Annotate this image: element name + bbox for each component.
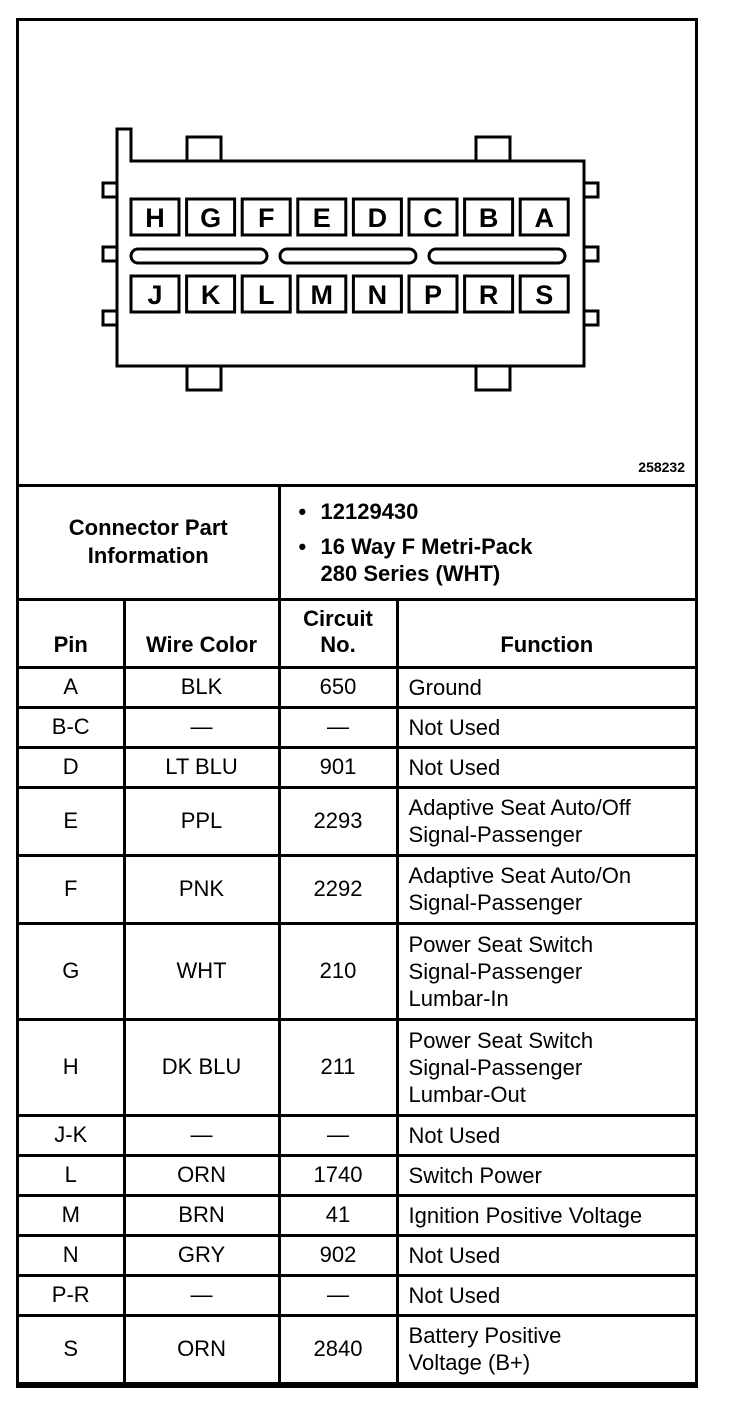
table-row (19, 1019, 695, 1115)
latch-tab (187, 137, 221, 161)
function-line: Signal-Passenger (408, 890, 583, 915)
function-cell (397, 1115, 695, 1155)
wire-color-cell: BLK (124, 667, 279, 707)
wire-color-cell: — (124, 707, 279, 747)
header-row (19, 599, 695, 667)
pin-cell: H (19, 1019, 124, 1115)
wire-color-cell: GRY (124, 1235, 279, 1275)
side-tab (584, 183, 598, 197)
function-line: Signal-Passenger (408, 1054, 583, 1080)
wire-color-cell: ORN (124, 1315, 279, 1383)
latch-tab (187, 366, 221, 390)
connector-info-row (19, 487, 695, 599)
circuit-cell: 210 (279, 923, 397, 1019)
latch-tab (476, 366, 510, 390)
table-row (19, 923, 695, 1019)
circuit-cell: 41 (279, 1195, 397, 1235)
pin-cell: P-R (19, 1275, 124, 1315)
pin-letter: D (367, 203, 388, 233)
pin-cell: J-K (19, 1115, 124, 1155)
pin-letter: R (478, 280, 499, 310)
keying-slot (429, 249, 565, 263)
pin-letter: F (257, 203, 275, 233)
function-cell (397, 923, 695, 1019)
connector-part-label (19, 487, 279, 599)
circuit-cell: 2840 (279, 1315, 397, 1383)
function-line: Signal-Passenger (408, 822, 583, 847)
wire-color-cell: ORN (124, 1155, 279, 1195)
table-row (19, 707, 695, 747)
connector-diagram (19, 21, 695, 487)
header-pin: Pin (19, 599, 124, 667)
function-cell (397, 1275, 695, 1315)
header-wire-color: Wire Color (124, 599, 279, 667)
pin-cell: D (19, 747, 124, 787)
pin-letter: M (310, 280, 334, 310)
pin-letter: C (423, 203, 443, 233)
part-number: • 12129430 (321, 498, 695, 525)
pin-cell: L (19, 1155, 124, 1195)
header-circuit-line2: No. (320, 631, 356, 657)
connector-part-info (279, 487, 695, 599)
circuit-cell: 2292 (279, 855, 397, 923)
connector-label-line2: Information (87, 543, 209, 569)
table-row (19, 1275, 695, 1315)
pin-cell: N (19, 1235, 124, 1275)
circuit-cell: 1740 (279, 1155, 397, 1195)
pin-letter: S (535, 280, 554, 310)
function-cell (397, 1019, 695, 1115)
header-circuit (279, 599, 397, 667)
function-line: Not Used (408, 714, 501, 740)
pin-cell: E (19, 787, 124, 855)
table-row (19, 855, 695, 923)
wire-color-cell: WHT (124, 923, 279, 1019)
function-cell (397, 747, 695, 787)
function-cell (397, 707, 695, 747)
pin-letter: E (312, 203, 331, 233)
function-line: Switch Power (408, 1162, 542, 1188)
pin-cell: G (19, 923, 124, 1019)
function-line: Battery Positive (408, 1323, 562, 1348)
wire-color-cell: PPL (124, 787, 279, 855)
function-line: Lumbar-In (408, 985, 509, 1011)
function-cell (397, 855, 695, 923)
wire-color-cell: PNK (124, 855, 279, 923)
function-line: Adaptive Seat Auto/On (408, 863, 632, 888)
table-row (19, 667, 695, 707)
table-row (19, 1195, 695, 1235)
function-line: Lumbar-Out (408, 1081, 526, 1107)
circuit-cell: 901 (279, 747, 397, 787)
pin-cell: B-C (19, 707, 124, 747)
pin-cell: F (19, 855, 124, 923)
function-line: Power Seat Switch (408, 1027, 594, 1053)
keying-slot (131, 249, 267, 263)
function-line: Not Used (408, 1122, 501, 1148)
side-tab (103, 311, 117, 325)
table-row (19, 1115, 695, 1155)
circuit-cell: 2293 (279, 787, 397, 855)
pin-letter: G (200, 203, 222, 233)
function-line: Not Used (408, 1282, 501, 1308)
figure-code: 258232 (638, 459, 685, 475)
circuit-cell: — (279, 1275, 397, 1315)
connector-drawing (19, 21, 695, 484)
pin-cell: S (19, 1315, 124, 1383)
function-line: Ignition Positive Voltage (408, 1202, 643, 1228)
function-line: Not Used (408, 754, 501, 780)
wire-color-cell: LT BLU (124, 747, 279, 787)
function-line: Voltage (B+) (408, 1350, 531, 1375)
circuit-cell: — (279, 1115, 397, 1155)
wire-color-cell: — (124, 1115, 279, 1155)
side-tab (584, 311, 598, 325)
function-line: Ground (408, 674, 482, 700)
function-cell (397, 1315, 695, 1383)
function-line: Signal-Passenger (408, 958, 583, 984)
table-row (19, 1315, 695, 1383)
header-function: Function (397, 599, 695, 667)
function-cell (397, 1195, 695, 1235)
wire-color-cell: BRN (124, 1195, 279, 1235)
connector-type-line1: • 16 Way F Metri-Pack (321, 533, 695, 560)
header-circuit-line1: Circuit (303, 605, 373, 631)
function-cell (397, 1235, 695, 1275)
connector-type-line2: 280 Series (WHT) (320, 560, 501, 586)
pin-cell: A (19, 667, 124, 707)
pin-letter: H (145, 203, 165, 233)
function-cell (397, 787, 695, 855)
circuit-cell: 211 (279, 1019, 397, 1115)
table-row (19, 1155, 695, 1195)
wire-color-cell: — (124, 1275, 279, 1315)
pin-letter: P (423, 280, 443, 310)
side-tab (584, 247, 598, 261)
pin-letter: A (534, 203, 554, 233)
pinout-table (19, 487, 695, 1385)
table-row (19, 747, 695, 787)
latch-tab (476, 137, 510, 161)
keying-slot (280, 249, 416, 263)
connector-sheet (16, 18, 698, 1388)
pin-letter: K (200, 280, 221, 310)
pin-letter: N (367, 280, 388, 310)
wire-color-cell: DK BLU (124, 1019, 279, 1115)
table-row (19, 1235, 695, 1275)
function-line: Power Seat Switch (408, 931, 594, 957)
table-row (19, 787, 695, 855)
function-line: Adaptive Seat Auto/Off (408, 795, 631, 820)
pin-cell: M (19, 1195, 124, 1235)
pin-letter: B (478, 203, 499, 233)
circuit-cell: — (279, 707, 397, 747)
function-cell (397, 667, 695, 707)
side-tab (103, 247, 117, 261)
function-cell (397, 1155, 695, 1195)
connector-label-line1: Connector Part (68, 515, 228, 541)
function-line: Not Used (408, 1242, 501, 1268)
side-tab (103, 183, 117, 197)
circuit-cell: 902 (279, 1235, 397, 1275)
pin-letter: L (257, 280, 275, 310)
pin-letter: J (147, 280, 163, 310)
circuit-cell: 650 (279, 667, 397, 707)
